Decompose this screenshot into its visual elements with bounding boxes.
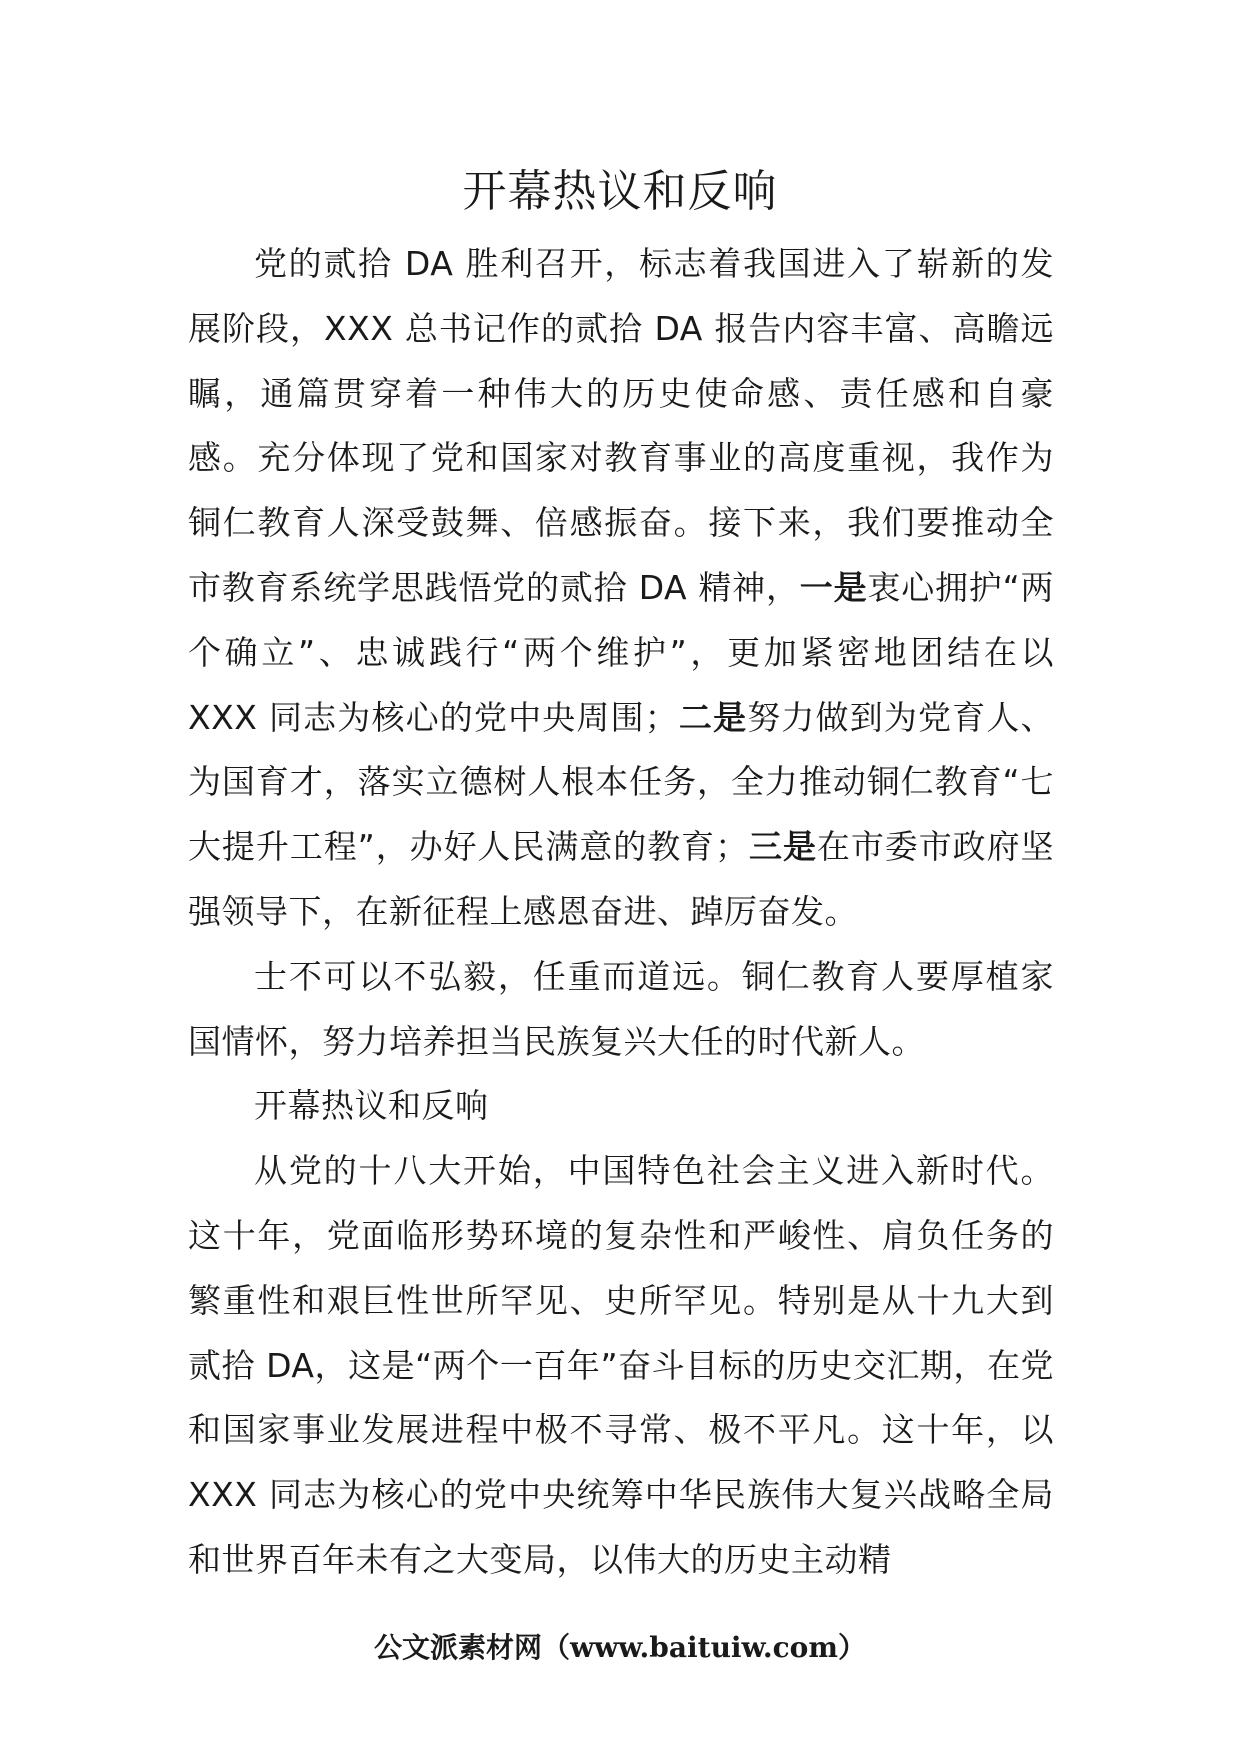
paragraph-2: 士不可以不弘毅，任重而道远。铜仁教育人要厚植家国情怀，努力培养担当民族复兴大任的时代新人。: [188, 956, 1054, 1061]
footer-watermark: 公文派素材网（www.baituiw.com）: [374, 1631, 866, 1664]
paragraph-1-bold-3: 三是: [748, 827, 817, 867]
document-title: 开幕热议和反响: [462, 166, 778, 217]
paragraph-3-subheading: 开幕热议和反响: [254, 1086, 489, 1126]
paragraph-1-part-3: 努力做到为党育人、为国育才，落实立德树人根本任务，全力推动铜仁教育“七大提升工程”，办好人民满意的教育；: [188, 697, 1055, 867]
paragraph-1-part-1: 党的贰拾 DA 胜利召开，标志着我国进入了崭新的发展阶段，XXX 总书记作的贰拾 DA 报告内容丰富、高瞻远瞩，通篇贯穿着一种伟大的历史使命感、责任感和自豪感。充分体现了党和国家对教育事业的高度重视，我作为铜仁教育人深受鼓舞、倍感振奋。接下来，我们要推动全市教育系统学思践悟党的贰拾 DA 精神，: [188, 244, 1054, 607]
document-body: [188, 232, 1054, 1593]
paragraph-4: 从党的十八大开始，中国特色社会主义进入新时代。这十年，党面临形势环境的复杂性和严峻性、肩负任务的繁重性和艰巨性世所罕见、史所罕见。特别是从十九大到贰拾 DA，这是“两个一百年”奋斗目标的历史交汇期，在党和国家事业发展进程中极不寻常、极不平凡。这十年，以 XXX 同志为核心的党中央统筹中华民族伟大复兴战略全局和世界百年未有之大变局，以伟大的历史主动精: [188, 1151, 1054, 1579]
paragraph-1: [188, 232, 1054, 945]
paragraph-1-part-2: 衷心拥护“两个确立”、忠诚践行“两个维护”，更加紧密地团结在以 XXX 同志为核心的党中央周围；: [188, 567, 1055, 737]
paragraph-1-part-4: 在市委市政府坚强领导下，在新征程上感恩奋进、踔厉奋发。: [188, 827, 1055, 931]
paragraph-1-bold-2: 二是: [678, 697, 748, 737]
paragraph-1-bold-1: 一是: [799, 567, 868, 607]
